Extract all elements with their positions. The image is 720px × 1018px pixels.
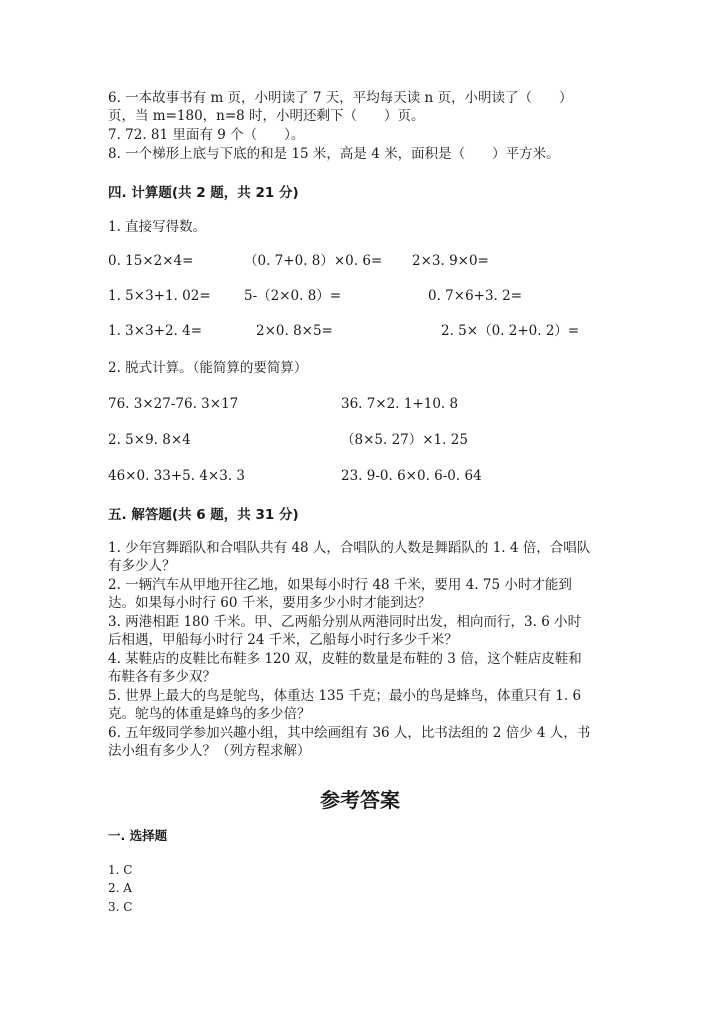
word-problem-line: 4. 某鞋店的皮鞋比布鞋多 120 双，皮鞋的数量是布鞋的 3 倍，这个鞋店皮鞋和 xyxy=(108,651,582,667)
answers-title: 参考答案 xyxy=(320,788,400,812)
calc-q1-row3-col3: 2. 5×（0. 2+0. 2）= xyxy=(441,323,580,339)
answers-section-1-heading: 一. 选择题 xyxy=(108,828,168,843)
calc-q1-row1-col2: （0. 7+0. 8）×0. 6= xyxy=(244,253,383,269)
word-problem-line: 6. 五年级同学参加兴趣小组，其中绘画组有 36 人，比书法组的 2 倍少 4 人，书 xyxy=(108,725,591,741)
calc-q1-row2-col2: 5-（2×0. 8）= xyxy=(244,288,342,304)
word-problem-line: 布鞋各有多少双？ xyxy=(108,669,216,685)
calc-q1-row3-col1: 1. 3×3+2. 4= xyxy=(108,323,203,339)
word-problem-line: 后相遇，甲船每小时行 24 千米，乙船每小时行多少千米？ xyxy=(108,632,458,648)
calc-q1-row3-col2: 2×0. 8×5= xyxy=(256,323,333,339)
word-problem-line: 克。鸵鸟的体重是蜂鸟的多少倍？ xyxy=(108,706,311,722)
word-problem-line: 2. 一辆汽车从甲地开往乙地，如果每小时行 48 千米，要用 4. 75 小时才能到 xyxy=(108,577,572,593)
word-problem-line: 法小组有多少人？（列方程求解） xyxy=(108,743,311,759)
calc-q1-label: 1. 直接写得数。 xyxy=(108,219,207,235)
answer-item: 3. C xyxy=(108,900,133,914)
calc-q2-row3-col2: 23. 9-0. 6×0. 6-0. 64 xyxy=(341,468,482,484)
word-problem-line: 有多少人？ xyxy=(108,558,176,574)
answer-item: 2. A xyxy=(108,881,132,895)
answer-item: 1. C xyxy=(108,863,133,877)
word-problem-line: 达。如果每小时行 60 千米，要用多少小时才能到达？ xyxy=(108,595,431,611)
calc-q2-row3-col1: 46×0. 33+5. 4×3. 3 xyxy=(108,468,245,484)
question-7: 7. 72. 81 里面有 9 个（ ）。 xyxy=(108,127,305,143)
calc-q1-row2-col1: 1. 5×3+1. 02= xyxy=(108,288,211,304)
question-6-line-2: 页，当 m=180，n=8 时，小明还剩下（ ）页。 xyxy=(108,108,425,124)
calc-q2-row2-col2: （8×5. 27）×1. 25 xyxy=(341,432,468,448)
calc-q2-row1-col2: 36. 7×2. 1+10. 8 xyxy=(341,396,459,412)
calc-q1-row1-col1: 0. 15×2×4= xyxy=(108,253,194,269)
section-5-heading: 五. 解答题(共 6 题，共 31 分) xyxy=(108,507,299,523)
calc-q1-row2-col3: 0. 7×6+3. 2= xyxy=(428,288,523,304)
word-problem-line: 5. 世界上最大的鸟是鸵鸟，体重达 135 千克；最小的鸟是蜂鸟，体重只有 1. 6 xyxy=(108,688,582,704)
calc-q1-row1-col3: 2×3. 9×0= xyxy=(412,253,489,269)
section-4-heading: 四. 计算题(共 2 题，共 21 分) xyxy=(108,185,299,201)
calc-q2-row1-col1: 76. 3×27-76. 3×17 xyxy=(108,396,239,412)
question-8: 8. 一个梯形上底与下底的和是 15 米，高是 4 米，面积是（ ）平方米。 xyxy=(108,146,560,162)
word-problem-line: 1. 少年宫舞蹈队和合唱队共有 48 人，合唱队的人数是舞蹈队的 1. 4 倍，合唱队 xyxy=(108,540,591,556)
calc-q2-row2-col1: 2. 5×9. 8×4 xyxy=(108,432,191,448)
word-problem-line: 3. 两港相距 180 千米。甲、乙两船分别从两港同时出发，相向而行，3. 6 小时 xyxy=(108,614,582,630)
calc-q2-label: 2. 脱式计算。（能简算的要简算） xyxy=(108,360,308,376)
question-6-line-1: 6. 一本故事书有 m 页，小明读了 7 天，平均每天读 n 页，小明读了（ ） xyxy=(108,90,573,106)
